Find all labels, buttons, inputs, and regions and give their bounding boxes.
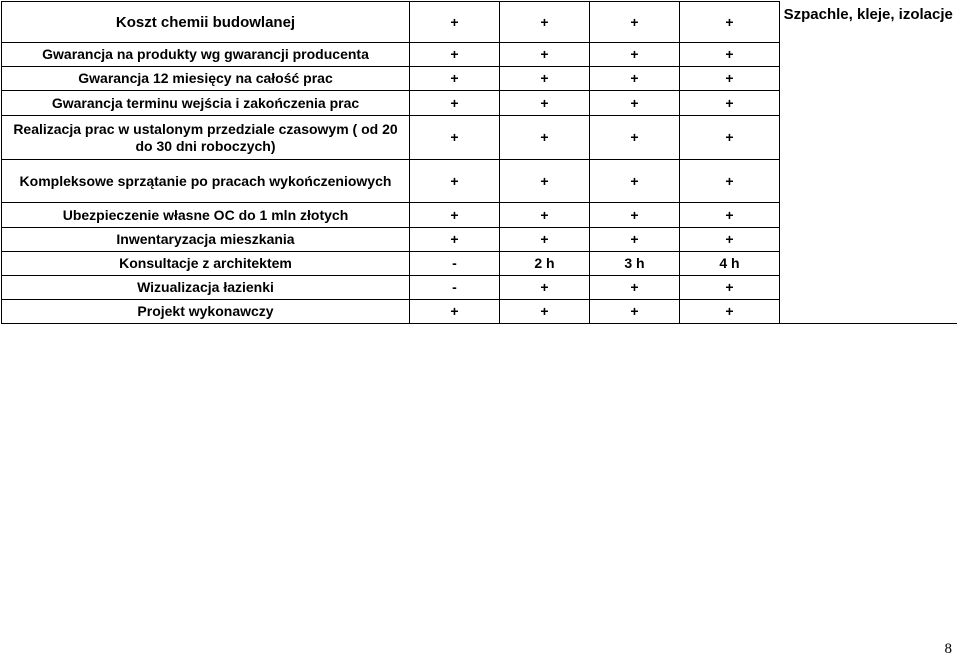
row-value: + (590, 91, 680, 116)
row-value: + (410, 116, 500, 160)
row-value: + (680, 300, 780, 324)
table-row (2, 300, 957, 324)
header-value: + (410, 2, 500, 43)
row-value: + (590, 116, 680, 160)
row-value: + (410, 228, 500, 252)
row-value: + (410, 91, 500, 116)
row-blank-cell (780, 67, 957, 91)
header-row (2, 2, 957, 43)
row-blank-cell (780, 160, 957, 203)
table-row (2, 43, 957, 67)
row-value: + (500, 203, 590, 228)
row-label: Gwarancja na produkty wg gwarancji producenta (2, 43, 410, 67)
row-label: Realizacja prac w ustalonym przedziale czasowym ( od 20 do 30 dni roboczych) (2, 116, 410, 160)
row-blank-cell (780, 203, 957, 228)
row-value: - (410, 252, 500, 276)
row-value: + (500, 43, 590, 67)
table-row (2, 67, 957, 91)
row-value: + (500, 91, 590, 116)
row-value: + (680, 116, 780, 160)
pricing-comparison-table (1, 1, 957, 324)
row-value: + (500, 228, 590, 252)
row-label: Kompleksowe sprzątanie po pracach wykończeniowych (2, 160, 410, 203)
row-value: + (680, 160, 780, 203)
row-label: Inwentaryzacja mieszkania (2, 228, 410, 252)
row-value: + (590, 203, 680, 228)
header-extra-note: Szpachle, kleje, izolacje (780, 2, 957, 43)
table-row (2, 252, 957, 276)
table-row (2, 91, 957, 116)
header-value: + (500, 2, 590, 43)
row-label: Wizualizacja łazienki (2, 276, 410, 300)
page-number: 8 (944, 641, 952, 657)
row-value: + (680, 276, 780, 300)
row-blank-cell (780, 228, 957, 252)
row-blank-cell (780, 43, 957, 67)
row-value: + (500, 160, 590, 203)
row-label: Projekt wykonawczy (2, 300, 410, 324)
row-label: Gwarancja terminu wejścia i zakończenia prac (2, 91, 410, 116)
row-value: - (410, 276, 500, 300)
row-value: + (680, 203, 780, 228)
row-value: + (410, 67, 500, 91)
row-value: + (410, 300, 500, 324)
table-row (2, 116, 957, 160)
row-value: + (590, 160, 680, 203)
header-title: Koszt chemii budowlanej (2, 2, 410, 43)
row-value: + (410, 160, 500, 203)
row-blank-cell (780, 252, 957, 276)
row-value: + (680, 67, 780, 91)
row-value: + (500, 300, 590, 324)
row-blank-cell (780, 300, 957, 324)
row-value: + (590, 300, 680, 324)
row-value: + (410, 203, 500, 228)
row-value: 3 h (590, 252, 680, 276)
header-value: + (590, 2, 680, 43)
row-value: + (410, 43, 500, 67)
row-value: + (500, 276, 590, 300)
table-row (2, 276, 957, 300)
row-blank-cell (780, 91, 957, 116)
table-row (2, 228, 957, 252)
header-value: + (680, 2, 780, 43)
row-value: + (590, 228, 680, 252)
row-value: + (500, 116, 590, 160)
row-value: + (500, 67, 590, 91)
row-value: + (590, 276, 680, 300)
row-value: + (590, 43, 680, 67)
row-label: Ubezpieczenie własne OC do 1 mln złotych (2, 203, 410, 228)
row-label: Konsultacje z architektem (2, 252, 410, 276)
row-value: + (590, 67, 680, 91)
row-blank-cell (780, 116, 957, 160)
row-blank-cell (780, 276, 957, 300)
row-value: 4 h (680, 252, 780, 276)
table-row (2, 203, 957, 228)
row-value: + (680, 228, 780, 252)
table-row (2, 160, 957, 203)
row-value: + (680, 91, 780, 116)
row-value: 2 h (500, 252, 590, 276)
row-label: Gwarancja 12 miesięcy na całość prac (2, 67, 410, 91)
row-value: + (680, 43, 780, 67)
